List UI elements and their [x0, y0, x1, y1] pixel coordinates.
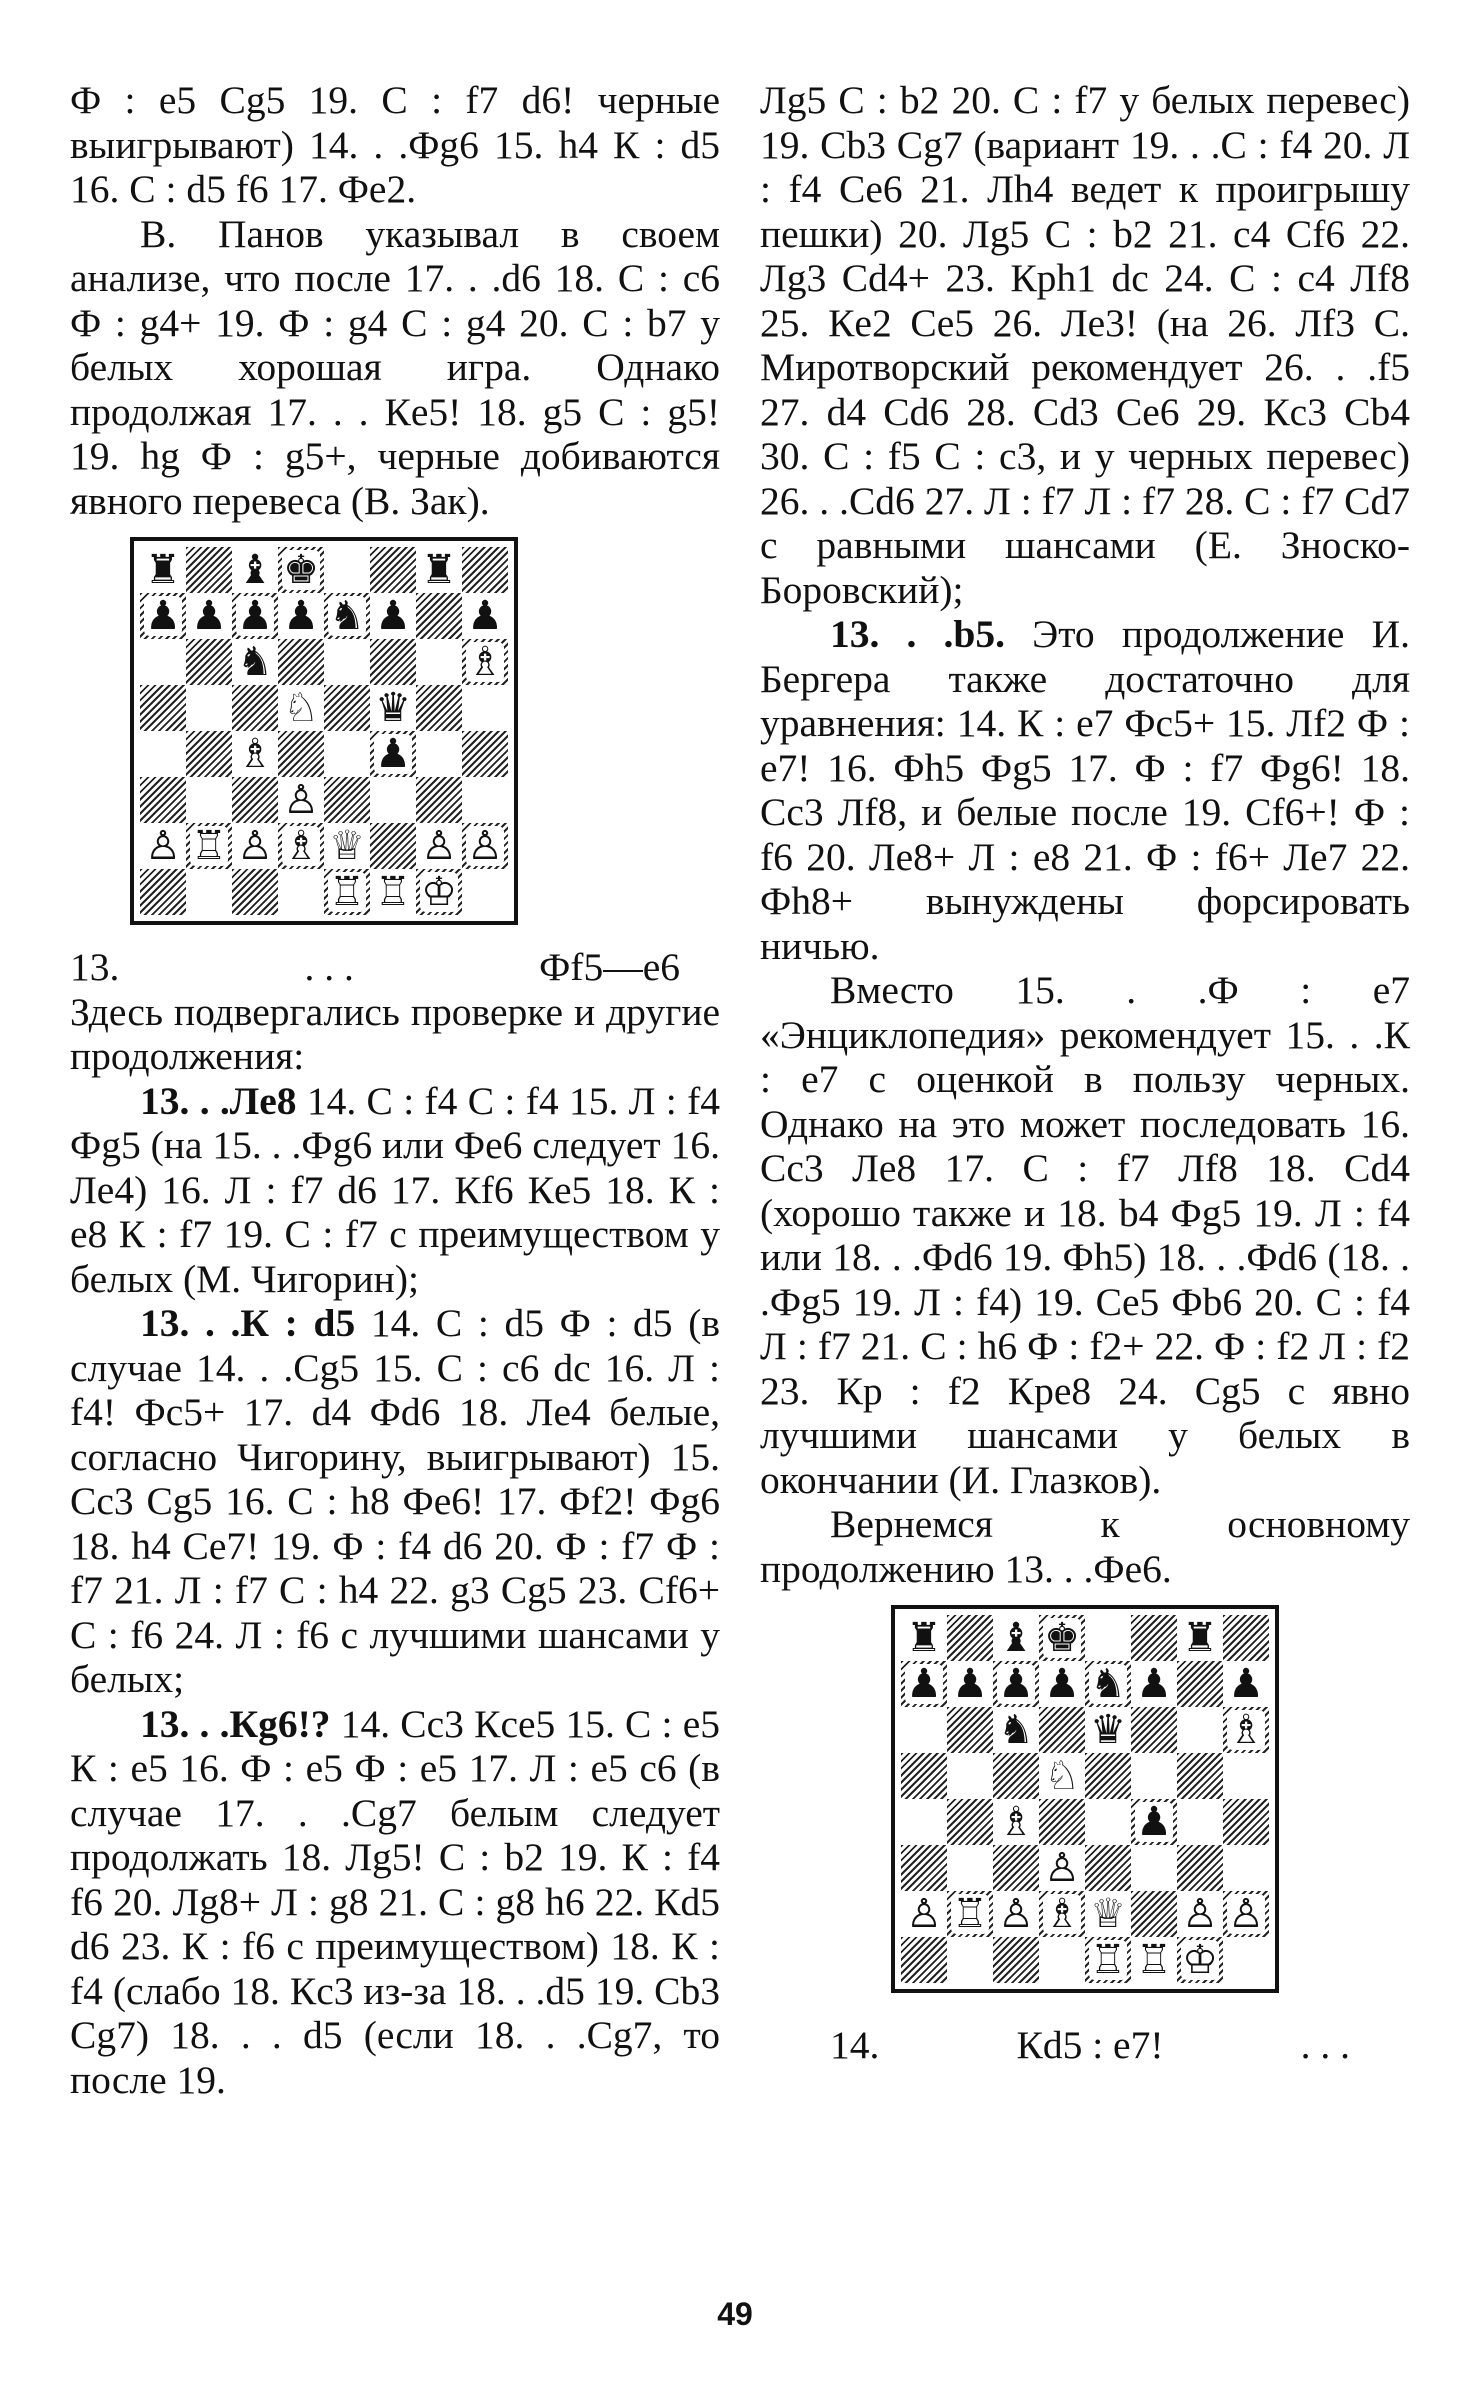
board-square — [416, 777, 462, 823]
board-square — [947, 1845, 993, 1891]
board-square — [1177, 1753, 1223, 1799]
board-square — [1131, 1799, 1177, 1845]
board-square — [1039, 1661, 1085, 1707]
board-square — [1085, 1845, 1131, 1891]
board-square — [370, 547, 416, 593]
chess-piece: ♟ — [375, 593, 411, 639]
board-square — [370, 685, 416, 731]
board-square — [1085, 1707, 1131, 1753]
board-square — [186, 731, 232, 777]
board-square — [1131, 1615, 1177, 1661]
board-square — [462, 777, 508, 823]
board-square — [324, 547, 370, 593]
board-square — [1177, 1937, 1223, 1983]
board-square — [416, 547, 462, 593]
board-square — [232, 685, 278, 731]
chess-piece: ♖ — [191, 823, 227, 869]
paragraph: Здесь подвергались проверке и другие продолжения: — [70, 989, 720, 1078]
board-square — [278, 547, 324, 593]
board-square — [416, 685, 462, 731]
board-square — [947, 1661, 993, 1707]
variation-text: 14. C : d5 Ф : d5 (в случае 14. . .Cg5 15. C : c6 dc 16. Л : f4! Фc5+ 17. d4 Фd6 18. Лe4 белые, согласно Чигорину, выигрывают) 15. Cc3 Cg5 16. C : h8 Фe6! 17. Фf2! Фg6 18. h4 Ce7! 19. Ф : f4 d6 20. Ф : f7 Ф : f7 21. Л : f7 C : h4 22. g3 Cg5 23. Cf6+ C : f6 24. Л : f6 с лучшими шансами у белых; — [70, 1301, 720, 1701]
chess-piece: ♞ — [998, 1707, 1034, 1753]
chess-piece: ♟ — [237, 593, 273, 639]
chess-piece: ♙ — [421, 823, 457, 869]
board-square — [462, 639, 508, 685]
chess-piece: ♕ — [329, 823, 365, 869]
variation-paragraph — [70, 1079, 720, 1302]
board-square — [416, 593, 462, 639]
board-square — [901, 1661, 947, 1707]
board-square — [1039, 1799, 1085, 1845]
board-square — [370, 639, 416, 685]
paragraph: В. Панов указывал в своем анализе, что после 17. . .d6 18. C : c6 Ф : g4+ 19. Ф : g4 C : g4 20. C : b7 у белых хорошая игра. Однако продолжая 17. . . Кe5! 18. g5 C : g5! 19. hg Ф : g5+, черные добиваются явного перевеса (В. Зак). — [70, 211, 720, 523]
board-square — [278, 777, 324, 823]
chess-diagram-2-wrap — [760, 1605, 1410, 1993]
chess-diagram-2 — [891, 1605, 1279, 1993]
chess-piece: ♕ — [1090, 1891, 1126, 1937]
board-square — [1131, 1707, 1177, 1753]
board-square — [186, 547, 232, 593]
board-square — [1039, 1707, 1085, 1753]
chess-piece: ♖ — [329, 869, 365, 915]
board-square — [232, 593, 278, 639]
board-square — [1177, 1891, 1223, 1937]
variation-heading: 13. . .К : d5 — [140, 1301, 356, 1345]
board-square — [1223, 1799, 1269, 1845]
chess-piece: ♟ — [1136, 1661, 1172, 1707]
board-square — [993, 1753, 1039, 1799]
board-square — [232, 869, 278, 915]
board-square — [278, 639, 324, 685]
board-square — [186, 823, 232, 869]
board-square — [462, 823, 508, 869]
chess-piece: ♖ — [1090, 1937, 1126, 1983]
board-square — [186, 777, 232, 823]
board-square — [462, 869, 508, 915]
chess-piece: ♟ — [283, 593, 319, 639]
board-square — [278, 685, 324, 731]
chess-piece: ♗ — [998, 1799, 1034, 1845]
board-square — [370, 593, 416, 639]
board-square — [947, 1891, 993, 1937]
chess-piece: ♘ — [1044, 1753, 1080, 1799]
board-square — [1223, 1707, 1269, 1753]
paragraph: Вернемся к основному продолжению 13. . .Фe6. — [760, 1502, 1410, 1591]
chess-piece: ♟ — [1228, 1661, 1264, 1707]
board-square — [947, 1799, 993, 1845]
board-square — [462, 685, 508, 731]
board-square — [140, 731, 186, 777]
board-square — [1039, 1845, 1085, 1891]
board-square — [993, 1799, 1039, 1845]
board-square — [947, 1753, 993, 1799]
chess-piece: ♟ — [375, 731, 411, 777]
page-number: 49 — [717, 2296, 753, 2332]
chess-piece: ♙ — [283, 777, 319, 823]
chess-piece: ♖ — [952, 1891, 988, 1937]
chess-piece: ♔ — [421, 869, 457, 915]
board-square — [1131, 1845, 1177, 1891]
board-square — [1177, 1707, 1223, 1753]
board-square — [947, 1615, 993, 1661]
chess-piece: ♞ — [237, 639, 273, 685]
paragraph: Лg5 C : b2 20. C : f7 у белых перевес) 19. Cb3 Cg7 (вариант 19. . .C : f4 20. Л : f4 Ce6 21. Лh4 ведет к проигрышу пешки) 20. Лg5 C : b2 21. c4 Cf6 22. Лg3 Cd4+ 23. Крh1 dc 24. C : c4 Лf8 25. Кe2 Ce5 26. Лe3! (на 26. Лf3 С. Миротворский рекомендует 26. . .f5 27. d4 Cd6 28. Cd3 Ce6 29. Кc3 Cb4 30. C : f5 C : c3, и у черных перевес) 26. . .Cd6 27. Л : f7 Л : f7 28. C : f7 Cd7 с равными шансами (Е. Зноско-Боровский); — [760, 78, 1410, 612]
chess-piece: ♜ — [1182, 1615, 1218, 1661]
chess-piece: ♘ — [283, 685, 319, 731]
chess-piece: ♙ — [237, 823, 273, 869]
board-square — [1223, 1615, 1269, 1661]
board-square — [1223, 1753, 1269, 1799]
chess-diagram-1-wrap — [130, 537, 720, 925]
board-square — [278, 869, 324, 915]
chess-piece: ♟ — [1044, 1661, 1080, 1707]
chess-piece: ♟ — [145, 593, 181, 639]
board-square — [416, 823, 462, 869]
board-square — [416, 639, 462, 685]
paragraph: Вместо 15. . .Ф : e7 «Энциклопедия» рекомендует 15. . .К : e7 с оценкой в пользу черных. Однако на это может последовать 16. Cc3 Лe8 17. C : f7 Лf8 18. Cd4 (хорошо также и 18. b4 Фg5 19. Л : f4 или 18. . .Фd6 19. Фh5) 18. . .Фd6 (18. . .Фg5 19. Л : f4) 19. Ce5 Фb6 20. C : f4 Л : f7 21. C : h6 Ф : f2+ 22. Ф : f2 Л : f2 23. Кр : f2 Крe8 24. Cg5 с явно лучшими шансами у белых в окончании (И. Глазков). — [760, 968, 1410, 1502]
board-square — [1131, 1661, 1177, 1707]
move-line-13 — [70, 945, 720, 990]
board-square — [1177, 1661, 1223, 1707]
paragraph: Ф : e5 Cg5 19. C : f7 d6! черные выигрывают) 14. . .Фg6 15. h4 К : d5 16. C : d5 f6 17. Фe2. — [70, 78, 720, 211]
chess-piece: ♗ — [237, 731, 273, 777]
chess-diagram-1 — [130, 537, 518, 925]
chess-piece: ♚ — [1044, 1615, 1080, 1661]
board-square — [232, 639, 278, 685]
board-square — [1131, 1891, 1177, 1937]
board-square — [1039, 1891, 1085, 1937]
board-square — [462, 593, 508, 639]
board-square — [1177, 1845, 1223, 1891]
chess-piece: ♖ — [375, 869, 411, 915]
chess-piece: ♙ — [1044, 1845, 1080, 1891]
board-square — [901, 1891, 947, 1937]
chess-piece: ♙ — [1228, 1891, 1264, 1937]
board-square — [1085, 1753, 1131, 1799]
board-square — [901, 1799, 947, 1845]
move-line-14 — [760, 2023, 1410, 2068]
board-square — [993, 1615, 1039, 1661]
board-square — [1085, 1891, 1131, 1937]
board-square — [140, 777, 186, 823]
board-square — [1039, 1937, 1085, 1983]
board-square — [1085, 1937, 1131, 1983]
board-square — [901, 1615, 947, 1661]
board-square — [947, 1937, 993, 1983]
board-square — [232, 823, 278, 869]
chess-piece: ♗ — [1044, 1891, 1080, 1937]
chess-piece: ♜ — [145, 547, 181, 593]
board-square — [1177, 1615, 1223, 1661]
board-square — [324, 823, 370, 869]
chess-piece: ♞ — [329, 593, 365, 639]
right-column — [760, 78, 1410, 2068]
board-square — [1085, 1661, 1131, 1707]
board-square — [416, 869, 462, 915]
board-square — [186, 593, 232, 639]
chess-piece: ♟ — [952, 1661, 988, 1707]
board-square — [901, 1937, 947, 1983]
board-square — [462, 547, 508, 593]
chess-piece: ♙ — [1182, 1891, 1218, 1937]
chess-piece: ♚ — [283, 547, 319, 593]
board-square — [993, 1891, 1039, 1937]
chess-piece: ♝ — [998, 1615, 1034, 1661]
move-number: 13. — [70, 945, 120, 989]
board-square — [232, 547, 278, 593]
board-square — [186, 869, 232, 915]
variation-heading: 13. . .b5. — [830, 612, 1005, 656]
move-dots: . . . — [304, 945, 354, 989]
chess-piece: ♔ — [1182, 1937, 1218, 1983]
move-dots: . . . — [1300, 2023, 1350, 2067]
move-number: 14. — [830, 2023, 880, 2067]
board-square — [140, 639, 186, 685]
variation-paragraph — [70, 1301, 720, 1702]
board-square — [416, 731, 462, 777]
chess-piece: ♛ — [375, 685, 411, 731]
board-square — [1039, 1615, 1085, 1661]
variation-text: 14. C : f4 C : f4 15. Л : f4 Фg5 (на 15. . .Фg6 или Фe6 следует 16. Лe4) 16. Л : f7 d6 17. Кf6 Кe5 18. К : e8 К : f7 19. C : f7 с преимуществом у белых (М. Чигорин); — [70, 1078, 720, 1301]
board-square — [278, 731, 324, 777]
board-square — [370, 731, 416, 777]
board-square — [993, 1937, 1039, 1983]
board-square — [278, 823, 324, 869]
board-square — [1223, 1661, 1269, 1707]
variation-heading: 13. . .Кg6!? — [140, 1701, 331, 1746]
chess-piece: ♗ — [283, 823, 319, 869]
board-square — [324, 685, 370, 731]
board-square — [1223, 1891, 1269, 1937]
chess-piece: ♞ — [1090, 1661, 1126, 1707]
board-square — [324, 869, 370, 915]
chess-piece: ♟ — [906, 1661, 942, 1707]
chess-piece: ♙ — [998, 1891, 1034, 1937]
board-square — [324, 593, 370, 639]
board-square — [140, 685, 186, 731]
variation-text: 14. Cc3 Кce5 15. C : e5 К : e5 16. Ф : e5 Ф : e5 17. Л : e5 c6 (в случае 17. . .Cg7 белым следует продолжать 18. Лg5! C : b2 19. К : f4 f6 20. Лg8+ Л : g8 21. C : g8 h6 22. Кd5 d6 23. К : f6 с преимуществом) 18. К : f4 (слабо 18. Кc3 из-за 18. . .d5 19. Cb3 Cg7) 18. . . d5 (если 18. . .Cg7, то после 19. — [70, 1701, 720, 2102]
board-square — [232, 731, 278, 777]
chess-piece: ♗ — [467, 639, 503, 685]
chess-piece: ♙ — [145, 823, 181, 869]
chess-piece: ♝ — [237, 547, 273, 593]
board-square — [140, 823, 186, 869]
move-text: Фf5—e6 — [539, 945, 680, 989]
board-square — [993, 1845, 1039, 1891]
board-square — [324, 777, 370, 823]
board-square — [901, 1707, 947, 1753]
variation-text: Это продолжение И. Бергера также достаточно для уравнения: 14. К : e7 Фc5+ 15. Лf2 Ф : e7! 16. Фh5 Фg5 17. Ф : f7 Фg6! 18. Cc3 Лf8, и белые после 19. Cf6+! Ф : f6 20. Лe8+ Л : e8 21. Ф : f6+ Лe7 22. Фh8+ вынуждены форсировать ничью. — [760, 612, 1410, 968]
variation-paragraph — [760, 612, 1410, 968]
board-square — [324, 639, 370, 685]
board-square — [462, 731, 508, 777]
variation-paragraph — [70, 1702, 720, 2103]
board-square — [186, 685, 232, 731]
board-square — [140, 593, 186, 639]
board-square — [901, 1845, 947, 1891]
chess-piece: ♟ — [998, 1661, 1034, 1707]
chess-piece: ♜ — [421, 547, 457, 593]
board-square — [1223, 1845, 1269, 1891]
board-square — [1085, 1615, 1131, 1661]
chess-piece: ♟ — [191, 593, 227, 639]
board-square — [370, 823, 416, 869]
move-text: Кd5 : e7! — [1016, 2023, 1164, 2067]
chess-piece: ♖ — [1136, 1937, 1172, 1983]
left-column — [70, 78, 720, 2102]
board-square — [140, 547, 186, 593]
board-square — [278, 593, 324, 639]
chess-piece: ♗ — [1228, 1707, 1264, 1753]
board-square — [1039, 1753, 1085, 1799]
board-square — [1131, 1753, 1177, 1799]
chess-piece: ♙ — [906, 1891, 942, 1937]
chess-piece: ♛ — [1090, 1707, 1126, 1753]
board-square — [370, 869, 416, 915]
board-square — [140, 869, 186, 915]
board-square — [993, 1661, 1039, 1707]
board-square — [186, 639, 232, 685]
chess-piece: ♟ — [1136, 1799, 1172, 1845]
chess-piece: ♜ — [906, 1615, 942, 1661]
board-square — [232, 777, 278, 823]
board-square — [324, 731, 370, 777]
chess-piece: ♟ — [467, 593, 503, 639]
board-square — [1177, 1799, 1223, 1845]
board-square — [901, 1753, 947, 1799]
board-square — [1085, 1799, 1131, 1845]
chess-piece: ♙ — [467, 823, 503, 869]
board-square — [1131, 1937, 1177, 1983]
variation-heading: 13. . .Лe8 — [140, 1078, 297, 1123]
board-square — [1223, 1937, 1269, 1983]
board-square — [370, 777, 416, 823]
board-square — [947, 1707, 993, 1753]
board-square — [993, 1707, 1039, 1753]
